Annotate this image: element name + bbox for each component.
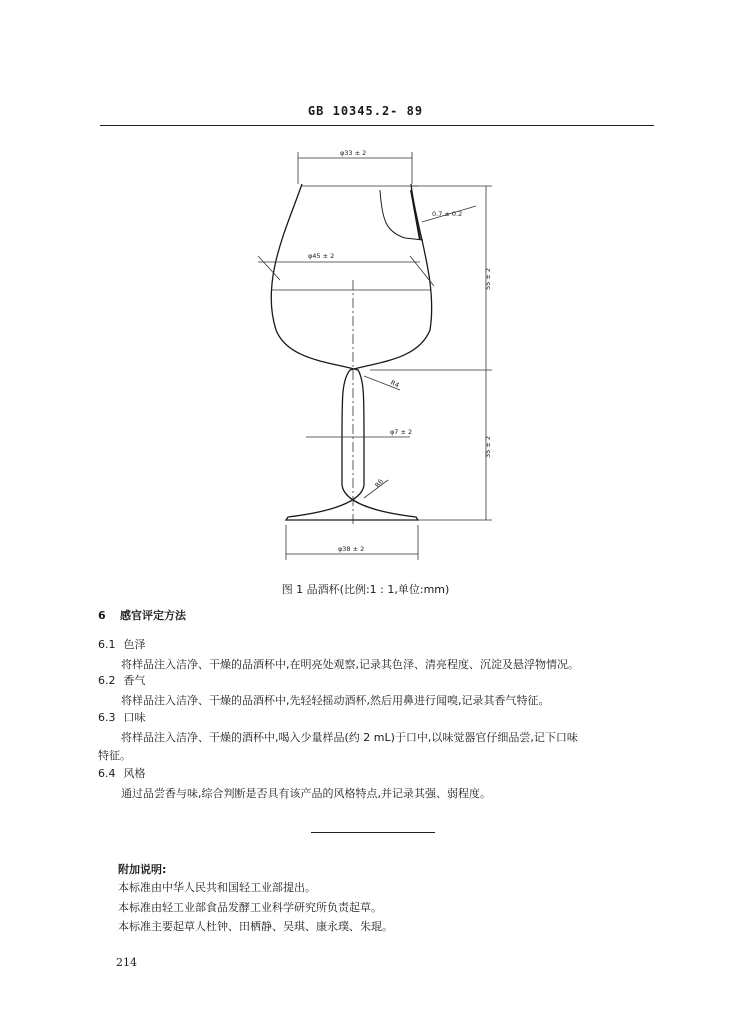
- standard-code-header: GB 10345.2- 89: [307, 104, 424, 118]
- subsection-body: 将样品注入洁净、干燥的品酒杯中,在明亮处观察,记录其色泽、清亮程度、沉淀及悬浮物情况。: [121, 658, 579, 671]
- section-6-heading: [98, 609, 186, 623]
- radius-upper-label: R4: [389, 378, 401, 390]
- wine-glass-drawing: [240, 140, 500, 570]
- base-diameter-label: φ38 ± 2: [338, 545, 365, 553]
- page-number: 214: [116, 956, 137, 969]
- radius-lower-label: R6: [373, 477, 386, 490]
- glass-outline: [271, 184, 431, 520]
- subsection-number: 6.3: [98, 711, 116, 724]
- figure-caption: 图 1 品酒杯(比例:1 : 1,单位:mm): [281, 583, 450, 596]
- notes-line: 本标准主要起草人杜钟、田栖静、吴琪、康永璞、朱琨。: [118, 920, 393, 933]
- subsection-number: 6.1: [98, 638, 116, 651]
- subsection-number: 6.4: [98, 767, 116, 780]
- subsection-6-2: [98, 674, 550, 708]
- section-number: 6: [98, 609, 106, 622]
- subsection-title: 口味: [123, 711, 146, 724]
- bowl-diameter-label: φ45 ± 2: [308, 252, 335, 260]
- wall-thickness-label: 0.7 ± 0.2: [432, 210, 463, 218]
- notes-line: 本标准由中华人民共和国轻工业部提出。: [118, 881, 316, 894]
- subsection-title: 风格: [123, 767, 146, 780]
- header-rule: [100, 125, 654, 126]
- section-title: 感官评定方法: [120, 609, 186, 622]
- subsection-6-3: [98, 711, 578, 763]
- top-diameter-label: φ33 ± 2: [340, 149, 367, 157]
- subsection-body-line-2: 特征。: [98, 749, 131, 762]
- subsection-title: 香气: [123, 674, 146, 687]
- bowl-height-label: 55 ± 2: [484, 268, 492, 290]
- subsection-body-line-1: 将样品注入洁净、干燥的酒杯中,喝入少量样品(约 2 mL)于口中,以味觉器官仔细品尝,记下口味: [121, 731, 578, 744]
- subsection-6-4: [98, 767, 491, 801]
- subsection-title: 色泽: [123, 638, 146, 651]
- notes-title: 附加说明:: [118, 863, 167, 876]
- subsection-body: 将样品注入洁净、干燥的品酒杯中,先轻轻摇动酒杯,然后用鼻进行闻嗅,记录其香气特征。: [121, 694, 550, 707]
- subsection-body: 通过品尝香与味,综合判断是否具有该产品的风格特点,并记录其强、弱程度。: [121, 787, 491, 800]
- section-end-rule: [311, 832, 435, 833]
- subsection-number: 6.2: [98, 674, 116, 687]
- stem-diameter-label: φ7 ± 2: [390, 428, 413, 436]
- subsection-6-1: [98, 638, 579, 672]
- stem-height-label: 35 ± 2: [484, 436, 492, 458]
- notes-line: 本标准由轻工业部食品发酵工业科学研究所负责起草。: [118, 901, 382, 914]
- wall-thickness-hatch: [411, 190, 420, 240]
